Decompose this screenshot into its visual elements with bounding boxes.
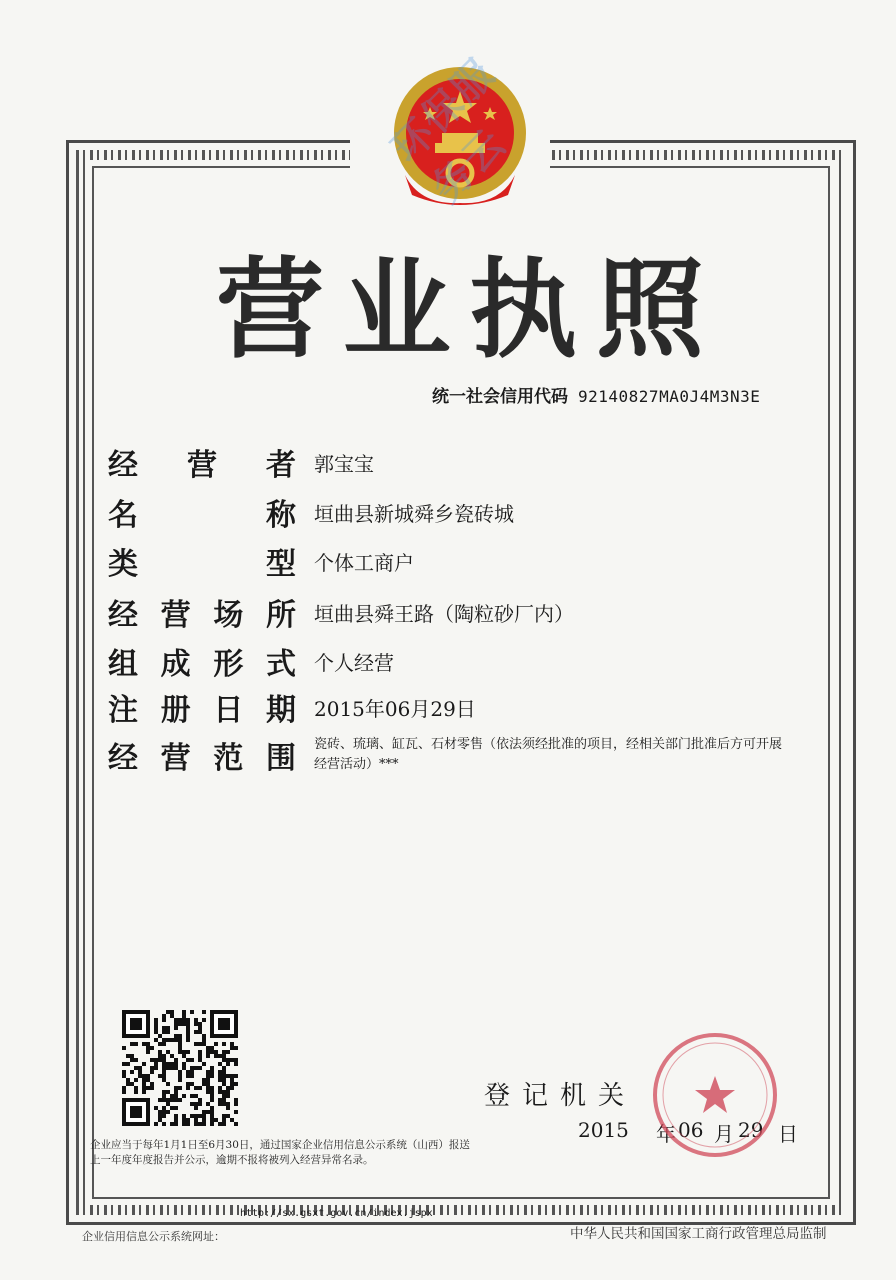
reg-year: 2015 xyxy=(578,1118,629,1142)
field-value: 个体工商户 xyxy=(314,550,414,575)
registry-url-label: 企业信用信息公示系统网址： xyxy=(82,1230,225,1243)
reg-year-char: 年 xyxy=(656,1122,676,1146)
field-label: 注 册 日 期 xyxy=(108,693,296,728)
field-value: 垣曲县舜王路（陶粒砂厂内） xyxy=(314,601,574,626)
reg-month-char: 月 xyxy=(714,1122,734,1146)
field-value: 个人经营 xyxy=(314,650,394,675)
reg-day: 29 xyxy=(738,1118,764,1142)
credit-code-row xyxy=(432,382,760,412)
reg-day-char: 日 xyxy=(778,1122,798,1146)
credit-code-label: 统一社会信用代码 xyxy=(432,387,568,407)
issuer-footer: 中华人民共和国国家工商行政管理总局监制 xyxy=(570,1226,827,1242)
field-value: 瓷砖、琉璃、缸瓦、石材零售（依法须经批准的项目，经相关部门批准后方可开展经营活动）*** xyxy=(314,737,783,772)
field-label: 类 型 xyxy=(108,547,296,582)
page-title xyxy=(210,235,710,373)
watermark-text: 环保服务云 xyxy=(383,49,516,212)
field-value: 2015年06月29日 xyxy=(314,696,476,721)
title-char: 营 xyxy=(215,247,324,373)
title-char: 业 xyxy=(342,247,451,373)
official-seal-icon xyxy=(650,1030,780,1160)
field-label: 经 营 场 所 xyxy=(108,598,296,633)
reg-month: 06 xyxy=(678,1118,704,1142)
field-label: 组 成 形 式 xyxy=(108,647,296,682)
title-char: 执 xyxy=(469,247,578,373)
credit-code-value: 92140827MA0J4M3N3E xyxy=(578,387,761,406)
annual-report-notice: 企业应当于每年1月1日至6月30日，通过国家企业信用信息公示系统（山西）报送上一年度年度报告并公示，逾期不报将被列入经营异常名录。 xyxy=(90,1139,470,1166)
title-char: 照 xyxy=(595,247,704,373)
field-label: 经 营 者 xyxy=(108,448,296,483)
field-label: 名 称 xyxy=(108,498,296,533)
field-label: 经 营 范 围 xyxy=(108,741,296,776)
field-value: 垣曲县新城舜乡瓷砖城 xyxy=(314,501,514,526)
qr-code[interactable] xyxy=(120,1010,240,1126)
registration-authority-label: 登记机关 xyxy=(484,1081,637,1111)
field-value: 郭宝宝 xyxy=(314,451,374,476)
registry-url[interactable]: http://sx.gsxt.gov.cn/index.jspx xyxy=(240,1208,433,1219)
